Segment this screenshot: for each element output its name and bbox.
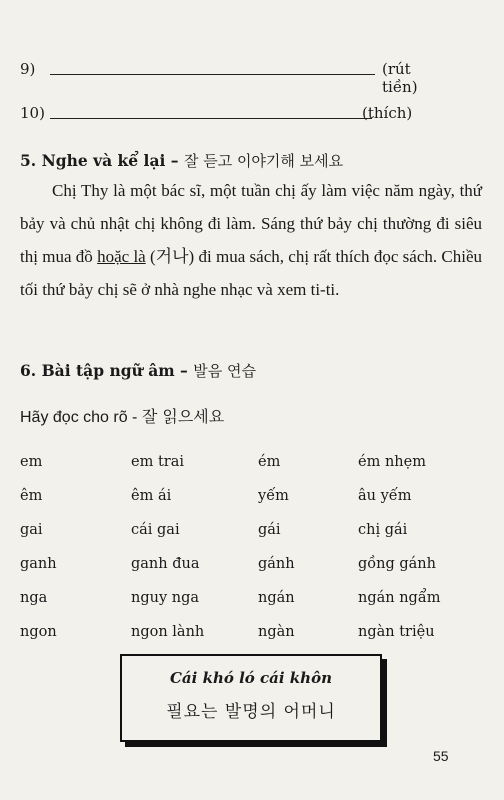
section5-paragraph xyxy=(20,174,482,306)
section6-title-ko: 발음 연습 xyxy=(193,362,256,380)
word: ngán xyxy=(258,590,295,606)
proverb-vietnamese: Cái khó ló cái khôn xyxy=(169,669,332,687)
word: ngon xyxy=(20,624,57,640)
word-row xyxy=(20,488,490,522)
word: êm xyxy=(20,488,43,504)
pronunciation-grid xyxy=(20,454,490,658)
exercise-9 xyxy=(20,60,418,96)
word-row xyxy=(20,590,490,624)
word: cái gai xyxy=(131,522,180,538)
section5-title-ko: 잘 듣고 이야기해 보세요 xyxy=(183,152,344,170)
exercise-hint: (rút tiền) xyxy=(382,60,418,96)
word: ngán ngẩm xyxy=(358,590,441,606)
section6-heading xyxy=(20,360,256,381)
word: êm ái xyxy=(131,488,172,504)
word: chị gái xyxy=(358,522,408,538)
word-row xyxy=(20,556,490,590)
word: ganh đua xyxy=(131,556,200,572)
word-row xyxy=(20,454,490,488)
word-row xyxy=(20,522,490,556)
answer-blank xyxy=(50,118,372,119)
exercise-hint: (thích) xyxy=(362,104,413,122)
word: em xyxy=(20,454,43,470)
word-row xyxy=(20,624,490,658)
word: gai xyxy=(20,522,43,538)
word: ngàn triệu xyxy=(358,624,435,640)
exercise-10 xyxy=(20,104,413,122)
section6-instruction xyxy=(20,404,224,427)
word: nga xyxy=(20,590,48,606)
korean-gloss: (거나) xyxy=(145,247,199,266)
section6-title: 6. Bài tập ngữ âm – xyxy=(20,361,188,380)
word: gái xyxy=(258,522,281,538)
word: gồng gánh xyxy=(358,556,436,572)
page-number: 55 xyxy=(433,748,449,764)
word: nguy nga xyxy=(131,590,200,606)
instruction-ko: 잘 읽으세요 xyxy=(141,407,225,426)
section5-title: 5. Nghe và kể lại – xyxy=(20,151,179,170)
word: gánh xyxy=(258,556,295,572)
instruction-text: Hãy đọc cho rõ - xyxy=(20,409,138,426)
word: ngon lành xyxy=(131,624,205,640)
exercise-number: 10) xyxy=(20,104,45,122)
proverb-box xyxy=(120,654,382,742)
word: ganh xyxy=(20,556,57,572)
exercise-number: 9) xyxy=(20,60,36,78)
word: yếm xyxy=(258,488,289,504)
section5-heading xyxy=(20,150,343,171)
underlined-phrase: hoặc là xyxy=(97,247,146,266)
word: em trai xyxy=(131,454,184,470)
proverb-korean: 필요는 발명의 어머니 xyxy=(166,702,336,722)
answer-blank xyxy=(50,74,375,75)
word: ém nhẹm xyxy=(358,454,426,470)
word: âu yếm xyxy=(358,488,412,504)
paragraph-text-a: Chị Thy là một bác sĩ, một tuần chị ấy làm việc năm ngày, thứ bảy và chủ nhật chị không đi làm. Sáng thứ bảy chị thường đi siêu thị mua đồ xyxy=(20,181,482,266)
paragraph-text-b: đi mua sách, chị rất thích đọc sách. Chiều tối thứ bảy chị sẽ ở nhà nghe nhạc và xem ti-ti. xyxy=(20,247,483,299)
word: ém xyxy=(258,454,281,470)
word: ngàn xyxy=(258,624,295,640)
